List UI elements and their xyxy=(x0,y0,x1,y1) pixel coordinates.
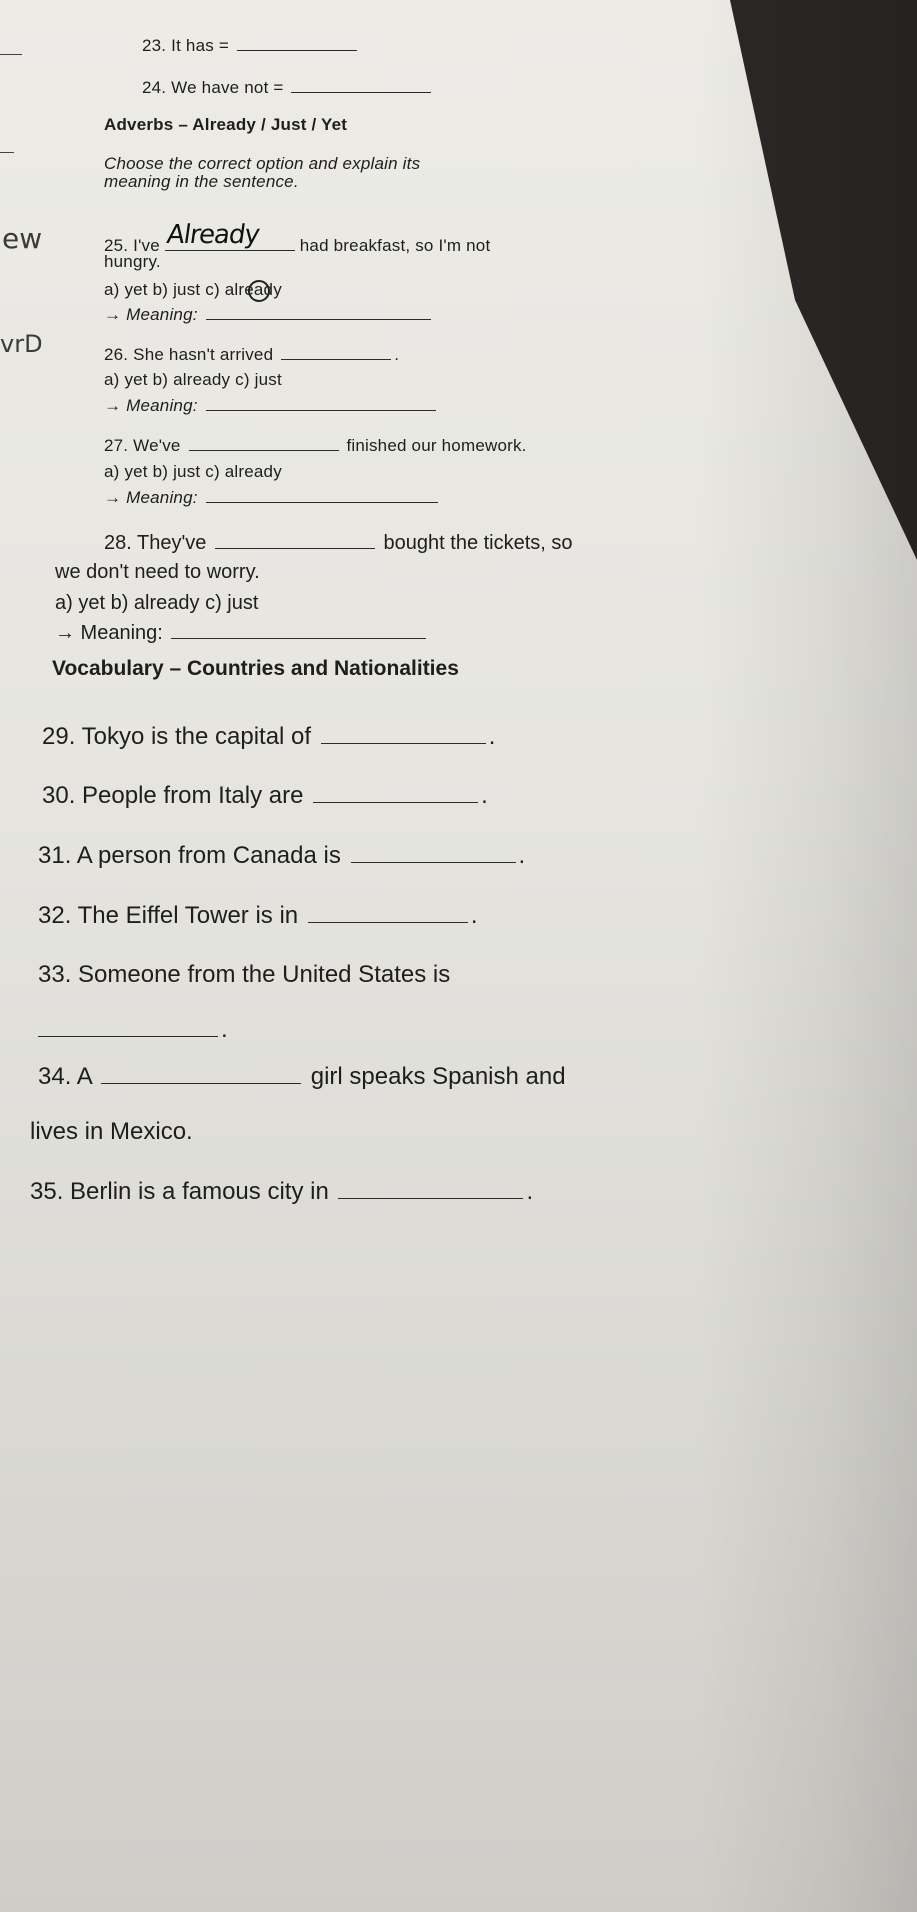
question-34 xyxy=(38,1063,566,1091)
question-24 xyxy=(142,78,434,98)
q28-meaning-label: → Meaning: xyxy=(55,622,163,644)
q26-meaning xyxy=(104,396,439,416)
q28-line2: we don't need to worry. xyxy=(55,561,260,583)
q27-options: a) yet b) just c) already xyxy=(104,462,282,481)
q25-selection-circle xyxy=(248,280,270,302)
q28-meaning xyxy=(55,622,429,645)
q33-answer-blank[interactable] xyxy=(38,1035,218,1037)
q27-meaning xyxy=(104,488,441,508)
q33-answer-line xyxy=(38,1016,228,1044)
q25-handwritten-answer: Already xyxy=(164,220,261,250)
question-35 xyxy=(30,1178,533,1206)
q32-prefix: 32. The Eiffel Tower is in xyxy=(38,902,299,929)
q25-suffix: had breakfast, so I'm not xyxy=(299,236,491,255)
q30-period: . xyxy=(481,782,488,809)
question-33: 33. Someone from the United States is xyxy=(38,961,451,988)
q30-prefix: 30. People from Italy are xyxy=(42,782,304,809)
adverbs-section-heading: Adverbs – Already / Just / Yet xyxy=(104,115,348,134)
margin-mark-vrd: vrD xyxy=(0,330,43,358)
q30-answer-blank[interactable] xyxy=(313,801,478,803)
q31-prefix: 31. A person from Canada is xyxy=(38,842,341,869)
q25-prefix: 25. I've xyxy=(104,236,160,255)
question-26 xyxy=(104,345,399,365)
q26-options: a) yet b) already c) just xyxy=(104,370,282,389)
q23-answer-blank[interactable] xyxy=(237,49,357,51)
q24-text: 24. We have not = xyxy=(142,78,284,97)
q28-prefix: 28. They've xyxy=(104,532,207,554)
q28-answer-blank[interactable] xyxy=(215,547,375,549)
q32-answer-blank[interactable] xyxy=(308,921,468,923)
question-30 xyxy=(42,782,488,810)
q34-answer-blank[interactable] xyxy=(101,1082,301,1084)
q28-options: a) yet b) already c) just xyxy=(55,592,259,614)
q35-answer-blank[interactable] xyxy=(338,1197,523,1199)
q29-prefix: 29. Tokyo is the capital of xyxy=(42,723,312,750)
q27-meaning-blank[interactable] xyxy=(206,501,438,503)
q25-meaning-label: → Meaning: xyxy=(104,305,198,324)
q33-period: . xyxy=(221,1016,228,1043)
q31-period: . xyxy=(518,842,526,869)
q25-meaning xyxy=(104,305,434,325)
q26-meaning-label: → Meaning: xyxy=(104,396,198,415)
q26-period: . xyxy=(394,345,400,364)
q26-answer-blank[interactable] xyxy=(281,358,391,360)
vocabulary-section-heading: Vocabulary – Countries and Nationalities xyxy=(52,657,459,680)
margin-line-top xyxy=(0,54,22,55)
question-32 xyxy=(38,902,478,930)
q28-meaning-blank[interactable] xyxy=(171,637,426,639)
question-25 xyxy=(104,220,491,256)
question-27 xyxy=(104,436,527,456)
q25-options: a) yet b) just c) already xyxy=(104,280,282,299)
q25-answer-blank[interactable] xyxy=(164,220,295,251)
q26-prefix: 26. She hasn't arrived xyxy=(104,345,274,364)
q27-suffix: finished our homework. xyxy=(346,436,527,455)
adverbs-instruction-line2: meaning in the sentence. xyxy=(104,172,299,191)
q32-period: . xyxy=(470,902,478,929)
q25-meaning-blank[interactable] xyxy=(206,318,431,320)
margin-line-mid xyxy=(0,152,14,153)
q35-period: . xyxy=(526,1178,534,1205)
q35-prefix: 35. Berlin is a famous city in xyxy=(30,1178,329,1205)
q27-meaning-label: → Meaning: xyxy=(104,488,198,507)
q29-period: . xyxy=(488,723,496,750)
q27-answer-blank[interactable] xyxy=(189,449,339,451)
q27-prefix: 27. We've xyxy=(104,436,181,455)
q28-suffix: bought the tickets, so xyxy=(383,532,573,554)
adverbs-instruction-line1: Choose the correct option and explain its xyxy=(104,154,421,173)
q24-answer-blank[interactable] xyxy=(291,91,431,93)
question-31 xyxy=(38,842,525,870)
margin-mark-ew: ew xyxy=(2,222,43,255)
q23-text: 23. It has = xyxy=(142,36,229,55)
q31-answer-blank[interactable] xyxy=(351,861,516,863)
q29-answer-blank[interactable] xyxy=(321,742,486,744)
question-23 xyxy=(142,36,360,56)
question-29 xyxy=(42,723,495,751)
q25-line2: hungry. xyxy=(104,252,161,271)
q34-suffix: girl speaks Spanish and xyxy=(310,1063,566,1090)
q34-line2: lives in Mexico. xyxy=(30,1118,193,1145)
question-28 xyxy=(104,532,573,555)
q26-meaning-blank[interactable] xyxy=(206,409,436,411)
q34-prefix: 34. A xyxy=(38,1063,92,1090)
